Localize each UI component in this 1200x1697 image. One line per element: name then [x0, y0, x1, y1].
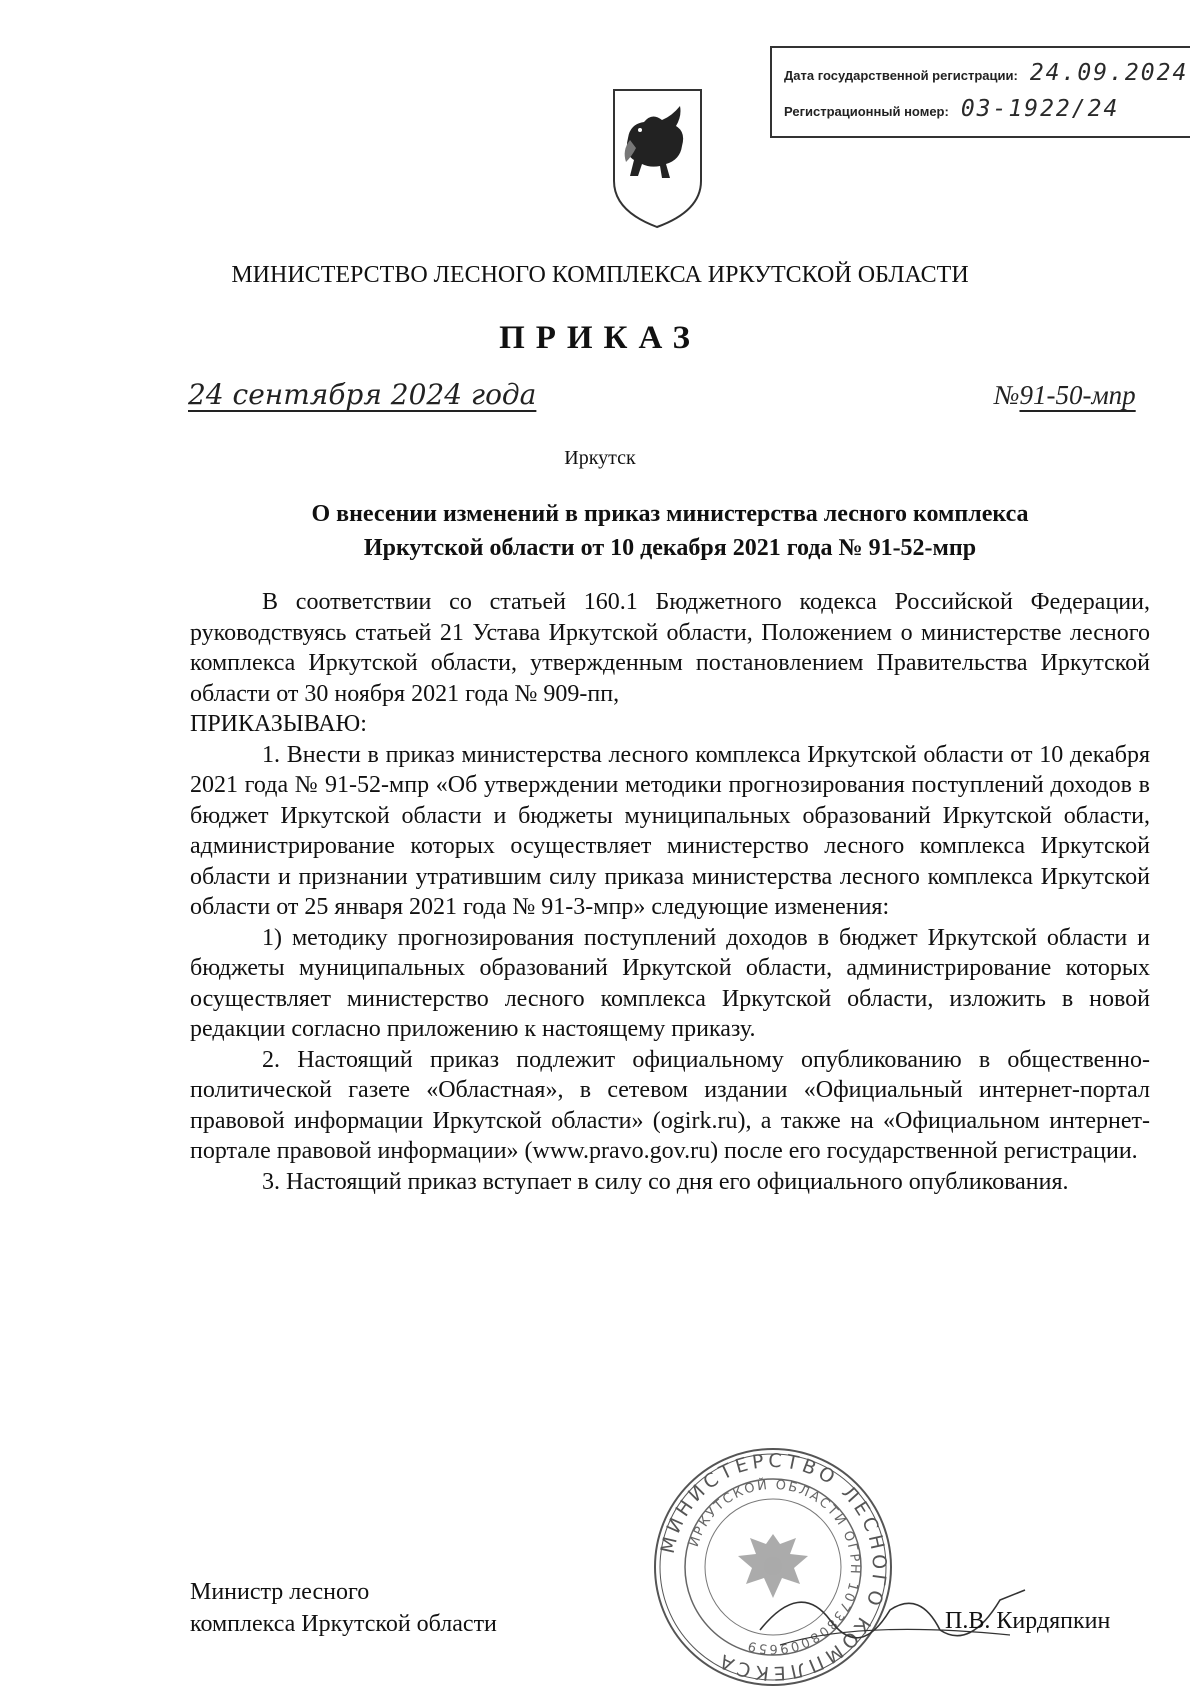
ministry-name: МИНИСТЕРСТВО ЛЕСНОГО КОМПЛЕКСА ИРКУТСКОЙ ОБЛАСТИ: [231, 262, 969, 288]
document-type: ПРИКАЗ: [499, 320, 701, 356]
signatory-title-line-2: комплекса Иркутской области: [190, 1611, 497, 1637]
seal-inner-text: ИРКУТСКОЙ ОБЛАСТИ ОГРН 1073808009659: [686, 1477, 863, 1657]
item-2-paragraph: 2. Настоящий приказ подлежит официальному опубликованию в общественно-политической газете «Областная», в сетевом издании «Официальный интернет-портал правовой информации Иркутской области» (ogirk.ru), а также на «Официальном интернет-портале правовой информации» (www.pravo.gov.ru) после его государственной регистрации.: [190, 1046, 1150, 1164]
registration-number-row: [784, 96, 1190, 132]
item-1-paragraph: 1. Внести в приказ министерства лесного комплекса Иркутской области от 10 декабря 2021 года № 91-52-мпр «Об утверждении методики прогнозирования поступлений доходов в бюджет Иркутской области и бюджеты муниципальных образований Иркутской области, администрирование которых осуществляет министерство лесного комплекса Иркутской области и признании утратившим силу приказа министерства лесного комплекса Иркутской области от 25 января 2021 года № 91-3-мпр» следующие изменения:: [190, 741, 1150, 920]
preamble-paragraph: В соответствии со статьей 160.1 Бюджетного кодекса Российской Федерации, руководствуясь статьей 21 Устава Иркутской области, Положением о министерстве лесного комплекса Иркутской области, утвержденным постановлением Правительства Иркутской области от 30 ноября 2021 года № 909-пп,: [190, 589, 1150, 707]
item-3-paragraph: 3. Настоящий приказ вступает в силу со дня его официального опубликования.: [262, 1168, 1069, 1195]
coat-of-arms-icon: [610, 86, 705, 231]
item-1-subitem-1-paragraph: 1) методику прогнозирования поступлений доходов в бюджет Иркутской области и бюджеты муниципальных образований Иркутской области, администрирование которых осуществляет министерство лесного комплекса Иркутской области, изложить в новой редакции согласно приложению к настоящему приказу.: [190, 924, 1150, 1042]
registration-date-label: Дата государственной регистрации:: [784, 68, 1018, 83]
signatory-name: П.В. Кирдяпкин: [945, 1608, 1111, 1634]
order-date: 24 сентября 2024 года: [188, 378, 537, 411]
signatory-title-line-1: Министр лесного: [190, 1579, 370, 1605]
document-title: [190, 497, 1150, 565]
signatory-title: [190, 1576, 497, 1640]
city: Иркутск: [564, 447, 636, 469]
order-number-value: 91-50-мпр: [1019, 380, 1136, 410]
order-number: [994, 380, 1136, 411]
registration-date-row: [784, 60, 1190, 96]
registration-number-label: Регистрационный номер:: [784, 104, 949, 119]
order-number-prefix: №: [994, 380, 1020, 410]
seal-outer-text: МИНИСТЕРСТВО ЛЕСНОГО КОМПЛЕКСА: [656, 1449, 891, 1685]
document-title-line-1: О внесении изменений в приказ министерства лесного комплекса: [311, 501, 1029, 527]
registration-box: [770, 46, 1190, 138]
document-title-line-2: Иркутской области от 10 декабря 2021 года № 91-52-мпр: [363, 535, 977, 561]
document-body: [190, 587, 1150, 1197]
order-word: ПРИКАЗЫВАЮ:: [190, 711, 367, 737]
registration-number-value: 03-1922/24: [960, 96, 1120, 122]
registration-date-value: 24.09.2024: [1029, 60, 1189, 86]
